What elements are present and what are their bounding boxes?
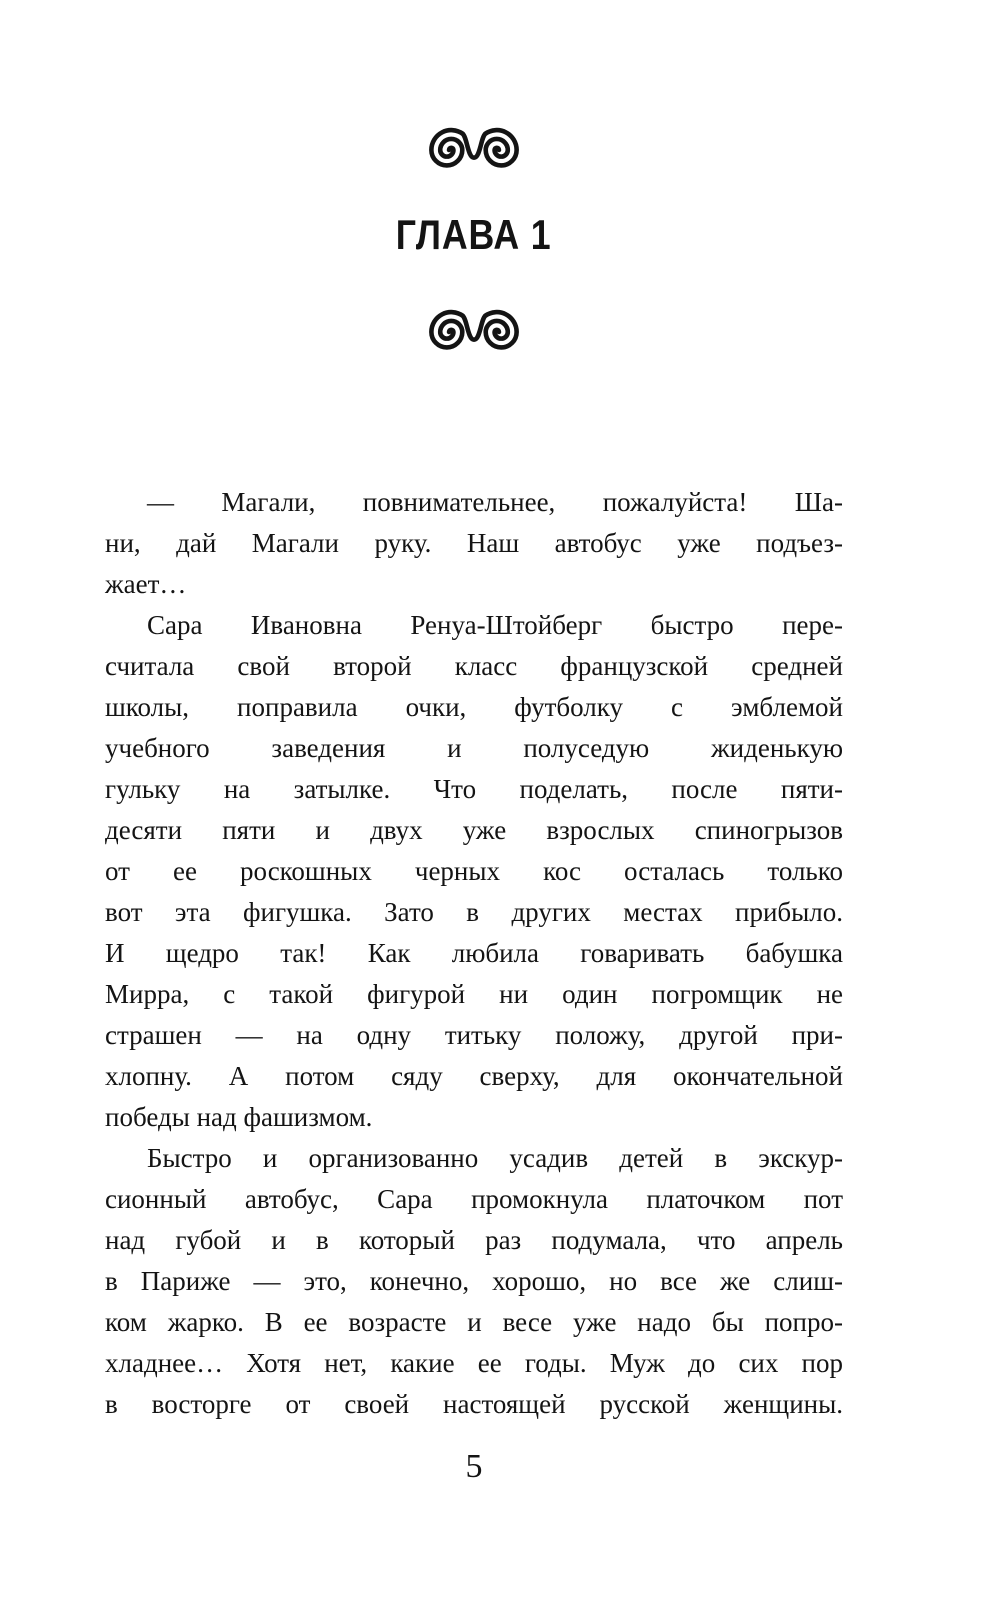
text-line: И щедро так! Как любила говаривать бабушка xyxy=(105,938,843,968)
page-number: 5 xyxy=(465,1448,483,1485)
text-line: учебного заведения и полуседую жиденькую xyxy=(105,733,843,763)
text-line: Сара Ивановна Ренуа-Штойберг быстро пере- xyxy=(147,610,843,640)
text-line: в Париже — это, конечно, хорошо, но все же слиш- xyxy=(105,1266,843,1296)
text-line: победы над фашизмом. xyxy=(105,1102,373,1132)
text-line: вот эта фигушка. Зато в других местах прибыло. xyxy=(105,897,843,927)
paragraph xyxy=(105,1138,843,1425)
double-spiral-icon xyxy=(426,126,522,179)
chapter-heading-label: ГЛАВА 1 xyxy=(396,211,552,258)
text-line: гульку на затылке. Что поделать, после пяти- xyxy=(105,774,843,804)
ornament-bottom xyxy=(105,308,843,361)
text-line: ком жарко. В ее возрасте и весе уже надо бы попро- xyxy=(105,1307,843,1337)
double-spiral-icon xyxy=(426,308,522,361)
text-line: от ее роскошных черных кос осталась только xyxy=(105,856,843,886)
text-line: школы, поправила очки, футболку с эмблемой xyxy=(105,692,843,722)
text-line: Мирра, с такой фигурой ни один погромщик не xyxy=(105,979,843,1009)
body-text xyxy=(105,482,843,1425)
text-line: ни, дай Магали руку. Наш автобус уже подъез- xyxy=(105,528,843,558)
text-line: — Магали, повнимательнее, пожалуйста! Ша- xyxy=(147,487,843,517)
text-line: сионный автобус, Сара промокнула платочком пот xyxy=(105,1184,843,1214)
text-line: Быстро и организованно усадив детей в экскур- xyxy=(147,1143,843,1173)
text-line: страшен — на одну титьку положу, другой при- xyxy=(105,1020,843,1050)
text-line: хлопну. А потом сяду сверху, для окончательной xyxy=(105,1061,843,1091)
chapter-heading xyxy=(105,211,843,258)
ornament-top xyxy=(105,126,843,179)
text-line: в восторге от своей настоящей русской женщины. xyxy=(105,1389,843,1419)
text-line: над губой и в который раз подумала, что апрель xyxy=(105,1225,843,1255)
text-line: считала свой второй класс французской средней xyxy=(105,651,843,681)
text-line: жает… xyxy=(105,569,187,599)
text-line: хладнее… Хотя нет, какие ее годы. Муж до сих пор xyxy=(105,1348,843,1378)
paragraph xyxy=(105,605,843,1138)
paragraph xyxy=(105,482,843,605)
text-line: десяти пяти и двух уже взрослых спиногрызов xyxy=(105,815,843,845)
